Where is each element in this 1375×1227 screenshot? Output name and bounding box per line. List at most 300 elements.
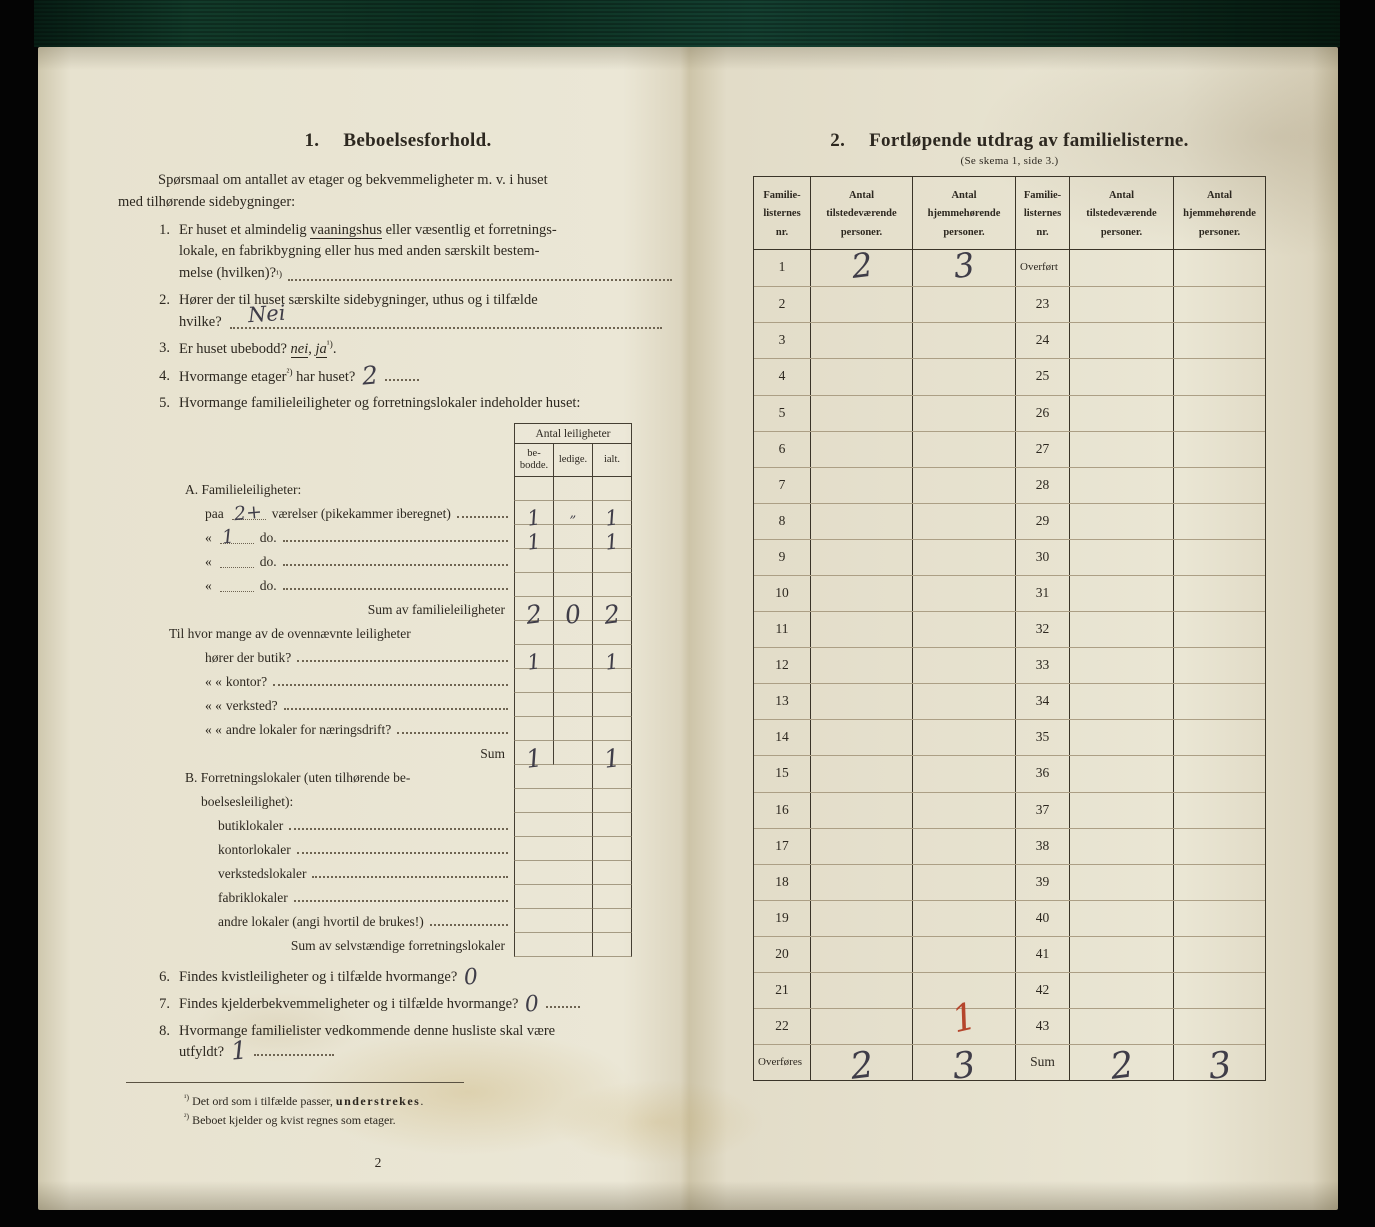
- grid-row: [185, 573, 632, 597]
- grid-cell: [514, 861, 592, 885]
- grid-row: [169, 621, 632, 645]
- label-text: paa: [205, 506, 224, 522]
- grid-cell: [553, 741, 592, 765]
- question-text: Findes kjelderbekvemmeligheter og i tilfælde hvormange?: [179, 995, 519, 1012]
- grid-cell: [592, 597, 632, 631]
- hjemmehoerende-cell: [912, 359, 1015, 394]
- tilstedevaerende-cell: [810, 793, 912, 828]
- family-table-row: [754, 322, 1265, 358]
- tilstedevaerende-cell: [1069, 576, 1173, 611]
- grid-cell: [514, 765, 592, 789]
- hjemmehoerende-cell: [912, 287, 1015, 322]
- row-number-cell: 6: [778, 440, 786, 456]
- table-header-cell: [810, 177, 912, 249]
- question-text: [179, 220, 678, 242]
- family-table-row: [754, 683, 1265, 719]
- section-2-title: Fortløpende utdrag av familielisterne.: [869, 130, 1189, 151]
- hjemmehoerende-cell: [912, 720, 1015, 755]
- answer-blank: [232, 500, 266, 526]
- hjemmehoerende-cell: [1173, 684, 1265, 719]
- label-text: andre lokaler (angi hvortil de brukes!): [218, 914, 424, 930]
- grid-col-label: be-: [527, 448, 541, 460]
- grid-row: [185, 597, 632, 631]
- grid-row-label: [185, 885, 514, 909]
- hjemmehoerende-cell: [912, 1044, 1015, 1088]
- grid-cell: [553, 477, 592, 501]
- header-line: hjemmehørende: [927, 208, 1001, 220]
- grid-rows: [169, 477, 632, 957]
- grid-row: [185, 477, 632, 501]
- footnote-ref: ¹): [326, 340, 333, 351]
- header-line: tilstedeværende: [826, 208, 897, 220]
- handwritten-value: 1: [220, 525, 235, 549]
- grid-row-label: [185, 861, 514, 885]
- row-number-cell: 42: [1015, 973, 1069, 1008]
- grid-cell: [592, 861, 632, 885]
- handwritten-value: „: [569, 506, 577, 522]
- hjemmehoerende-cell: [912, 323, 1015, 358]
- hjemmehoerende-cell: [912, 540, 1015, 575]
- row-number-cell: 36: [1015, 756, 1069, 791]
- tilstedevaerende-cell: [1069, 323, 1173, 358]
- answer-blank: [220, 566, 254, 568]
- hjemmehoerende-cell: [1173, 720, 1265, 755]
- grid-cell: [553, 669, 592, 693]
- handwritten-value: 1: [603, 649, 621, 675]
- intro-paragraph: [118, 170, 678, 214]
- hjemmehoerende-cell: [1173, 540, 1265, 575]
- tilstedevaerende-cell: [1069, 540, 1173, 575]
- question-text: Hvormange familielister vedkommende denne husliste skal være: [179, 1022, 556, 1039]
- hjemmehoerende-cell: [912, 793, 1015, 828]
- family-table-row: [754, 503, 1265, 539]
- grid-col-ledige: ledige.: [553, 444, 592, 476]
- grid-row-cells: [514, 813, 632, 837]
- label-text: andre lokaler for næringsdrift?: [225, 722, 392, 738]
- grid-row: [185, 693, 632, 717]
- tilstedevaerende-cell: [810, 829, 912, 864]
- header-line: Antal: [1206, 190, 1233, 201]
- row-number-cell: 5: [778, 404, 786, 420]
- grid-row: [185, 549, 632, 573]
- dotted-leader: [289, 828, 508, 830]
- dotted-leader: [297, 852, 508, 854]
- row-number-cell: Overføres: [758, 1056, 802, 1069]
- dotted-leader: [430, 924, 508, 926]
- grid-row-cells: [514, 501, 632, 531]
- row-number-cell: 31: [1015, 576, 1069, 611]
- family-table-row: [754, 972, 1265, 1008]
- grid-row-label: [185, 789, 514, 813]
- label-text: do.: [259, 554, 277, 570]
- tilstedevaerende-cell: [810, 540, 912, 575]
- grid-row-cells: [514, 693, 632, 717]
- answer-blank: [220, 590, 254, 592]
- dotted-leader: [546, 1006, 580, 1008]
- row-number-cell: 2: [778, 296, 786, 312]
- grid-cell: [592, 573, 632, 597]
- dotted-leader: [283, 588, 508, 590]
- grid-row-cells: [514, 789, 632, 813]
- question-4: [118, 360, 678, 391]
- grid-row-cells: [514, 573, 632, 597]
- table-header-cell: [912, 177, 1015, 249]
- tilstedevaerende-cell: [1069, 973, 1173, 1008]
- footnote-divider: [126, 1082, 464, 1083]
- question-text: .: [332, 341, 337, 358]
- handwritten-value: 3: [951, 244, 977, 287]
- label-text: « «: [205, 674, 222, 690]
- hjemmehoerende-cell: [1173, 865, 1265, 900]
- hjemmehoerende-cell: [1173, 1044, 1265, 1088]
- tilstedevaerende-cell: [1069, 793, 1173, 828]
- family-table-row: [754, 244, 1265, 287]
- underlined-word: vaaningshus: [310, 221, 382, 238]
- family-table-row: [754, 792, 1265, 828]
- section-2-subtitle: (Se skema 1, side 3.): [960, 155, 1059, 167]
- dotted-leader: [283, 540, 508, 542]
- left-page: [118, 130, 678, 1171]
- handwritten-answer: 1: [229, 1035, 248, 1067]
- footnote-ref: ²): [184, 1112, 190, 1122]
- row-number-cell: 33: [1015, 648, 1069, 683]
- question-number: 4.: [159, 367, 170, 384]
- tilstedevaerende-cell: [810, 576, 912, 611]
- dotted-leader: [284, 708, 508, 710]
- grid-row-label: [185, 693, 514, 717]
- hjemmehoerende-cell: [912, 901, 1015, 936]
- label-text: Sum av selvstændige forretningslokaler: [290, 938, 505, 954]
- tilstedevaerende-cell: [810, 973, 912, 1008]
- family-table-row: [754, 431, 1265, 467]
- header-line: Familie-: [1023, 190, 1062, 201]
- grid-row: [185, 909, 632, 933]
- footnote-text: .: [420, 1094, 424, 1109]
- label-text: hører der butik?: [205, 650, 292, 666]
- family-table-row: [754, 358, 1265, 394]
- row-number-cell: 26: [1015, 396, 1069, 431]
- grid-row: [185, 500, 632, 531]
- grid-cell: [514, 813, 592, 837]
- question-5: [118, 393, 678, 415]
- section-1-number: 1.: [304, 130, 320, 151]
- question-text: [179, 1035, 678, 1067]
- tilstedevaerende-cell: [810, 648, 912, 683]
- label-text: Sum av familieleiligheter: [367, 602, 505, 618]
- tilstedevaerende-cell: [1069, 1009, 1173, 1044]
- grid-col-bebodde: [515, 444, 553, 476]
- header-line: Antal: [951, 190, 977, 201]
- tilstedevaerende-cell: [1069, 684, 1173, 719]
- tilstedevaerende-cell: [1069, 648, 1173, 683]
- grid-cell: [514, 933, 592, 957]
- grid-cell: [514, 885, 592, 909]
- grid-cell: [592, 813, 632, 837]
- grid-row-label: [185, 741, 514, 765]
- question-1: [118, 220, 678, 285]
- header-line: nr.: [1036, 226, 1049, 238]
- tilstedevaerende-cell: [810, 865, 912, 900]
- dotted-leader: [297, 660, 508, 662]
- grid-cell: [592, 693, 632, 717]
- tilstedevaerende-cell: [1069, 756, 1173, 791]
- header-line: Antal: [1108, 190, 1135, 201]
- grid-cell: [514, 909, 592, 933]
- handwritten-value: 2: [1107, 1044, 1136, 1088]
- header-line: nr.: [775, 226, 789, 238]
- tilstedevaerende-cell: [1069, 829, 1173, 864]
- handwritten-value: 1: [603, 529, 621, 555]
- dotted-leader: [288, 279, 672, 281]
- handwritten-answer: Nei: [246, 300, 286, 328]
- grid-col-label: bodde.: [519, 460, 549, 472]
- tilstedevaerende-cell: [1069, 359, 1173, 394]
- row-number-cell: 29: [1015, 504, 1069, 539]
- grid-row-label: [185, 549, 514, 573]
- hjemmehoerende-cell: [1173, 432, 1265, 467]
- tilstedevaerende-cell: [1069, 720, 1173, 755]
- footnote-ref: ¹): [184, 1093, 190, 1103]
- table-header-cell: [1173, 177, 1265, 249]
- section-2-number: 2.: [830, 130, 846, 151]
- tilstedevaerende-cell: [1069, 250, 1173, 286]
- tilstedevaerende-cell: [810, 432, 912, 467]
- handwritten-value: 2: [847, 1044, 876, 1088]
- page-number: 2: [374, 1154, 382, 1170]
- hjemmehoerende-cell: [912, 468, 1015, 503]
- grid-row: [185, 789, 632, 813]
- handwritten-value: 2: [848, 244, 875, 287]
- row-number-cell: 19: [775, 909, 789, 925]
- hjemmehoerende-cell: [1173, 323, 1265, 358]
- tilstedevaerende-cell: [810, 468, 912, 503]
- handwritten-answer: 2: [360, 360, 380, 391]
- question-number: 6.: [159, 969, 170, 986]
- row-number-cell: 43: [1015, 1009, 1069, 1044]
- question-text: Findes kvistleiligheter og i tilfælde hvormange?: [179, 969, 458, 986]
- row-number-cell: Sum: [1015, 1045, 1069, 1080]
- hjemmehoerende-cell: [912, 993, 1015, 1044]
- row-number-cell: 8: [778, 512, 786, 528]
- tilstedevaerende-cell: [810, 359, 912, 394]
- handwritten-value: 2: [524, 599, 544, 631]
- hjemmehoerende-cell: [1173, 1009, 1265, 1044]
- grid-row-cells: [514, 477, 632, 501]
- grid-row-cells: [514, 717, 632, 741]
- question-text: [179, 300, 678, 334]
- book-binding-edge: [34, 0, 1340, 47]
- footnote-text: Beboet kjelder og kvist regnes som etager.: [192, 1113, 396, 1128]
- row-number-cell: 9: [778, 548, 786, 564]
- hjemmehoerende-cell: [912, 829, 1015, 864]
- label-text: verkstedslokaler: [218, 866, 307, 882]
- grid-row-cells: [514, 741, 632, 775]
- grid-cell: [592, 909, 632, 933]
- dwellings-grid: [169, 423, 632, 957]
- label-text: do.: [259, 578, 277, 594]
- grid-cell: [592, 717, 632, 741]
- row-number-cell: Overført: [1015, 250, 1069, 286]
- grid-cell: [553, 573, 592, 597]
- hjemmehoerende-cell: [912, 432, 1015, 467]
- intro-line: med tilhørende sidebygninger:: [118, 193, 296, 210]
- family-list-table: [753, 176, 1266, 1088]
- label-text: «: [205, 578, 212, 594]
- row-number-cell: 34: [1015, 684, 1069, 719]
- hjemmehoerende-cell: [1173, 756, 1265, 791]
- grid-col-ialt: ialt.: [592, 444, 631, 476]
- family-table-row: [754, 467, 1265, 503]
- grid-row: [185, 837, 632, 861]
- label-text: Til hvor mange av de ovennævnte leiligheter: [169, 626, 411, 642]
- tilstedevaerende-cell: [810, 1044, 912, 1088]
- grid-cell: [553, 645, 592, 669]
- dotted-leader: [283, 564, 508, 566]
- handwritten-value: 1: [603, 505, 621, 531]
- row-number-cell: 11: [775, 621, 789, 637]
- grid-row-cells: [514, 645, 632, 675]
- grid-cell: [514, 741, 553, 775]
- grid-cell: [592, 933, 632, 957]
- question-7: [118, 991, 678, 1018]
- grid-cell: [553, 549, 592, 573]
- grid-cell: [592, 885, 632, 909]
- tilstedevaerende-cell: [810, 396, 912, 431]
- question-3: [118, 338, 678, 361]
- grid-cell: [514, 573, 553, 597]
- question-6: [118, 964, 678, 991]
- family-table-header: [754, 177, 1265, 250]
- row-number-cell: 10: [775, 584, 789, 600]
- hjemmehoerende-cell: [912, 396, 1015, 431]
- label-text: butiklokaler: [218, 818, 284, 834]
- grid-header-title: Antal leiligheter: [515, 424, 631, 444]
- option-nei: nei: [290, 341, 309, 358]
- grid-cell: [514, 501, 553, 531]
- row-number-cell: 4: [778, 368, 786, 384]
- tilstedevaerende-cell: [1069, 865, 1173, 900]
- question-text: har huset?: [296, 368, 356, 385]
- hjemmehoerende-cell: [912, 576, 1015, 611]
- family-table-row: [754, 1044, 1265, 1088]
- row-number-cell: 38: [1015, 829, 1069, 864]
- handwritten-value: 1: [602, 743, 622, 775]
- header-line: listernes: [763, 208, 801, 220]
- footnote-text: Det ord som i tilfælde passer,: [192, 1094, 333, 1109]
- grid-cell: [514, 693, 553, 717]
- label-text: kontor?: [225, 674, 268, 690]
- hjemmehoerende-cell: [1173, 287, 1265, 322]
- question-2: [118, 290, 678, 334]
- question-text: Hvormange familieleiligheter og forretningslokaler indeholder huset:: [179, 395, 581, 412]
- row-number-cell: 30: [1015, 540, 1069, 575]
- header-line: personer.: [943, 226, 985, 238]
- dotted-leader: [294, 900, 508, 902]
- row-number-cell: 1: [778, 259, 786, 275]
- tilstedevaerende-cell: [810, 901, 912, 936]
- hjemmehoerende-cell: [1173, 937, 1265, 972]
- grid-header: [514, 423, 632, 477]
- header-line: hjemmehørende: [1183, 208, 1256, 220]
- dotted-leader: [273, 684, 508, 686]
- row-number-cell: 12: [775, 657, 789, 673]
- question-number: 5.: [159, 395, 170, 412]
- section-1-heading: [118, 130, 678, 152]
- question-number: 1.: [159, 221, 170, 238]
- hjemmehoerende-cell: [1173, 504, 1265, 539]
- row-number-cell: 23: [1015, 287, 1069, 322]
- footnote-emphasis: understrekes: [335, 1094, 421, 1109]
- tilstedevaerende-cell: [810, 504, 912, 539]
- row-number-cell: 35: [1015, 720, 1069, 755]
- tilstedevaerende-cell: [810, 684, 912, 719]
- question-text: eller væsentlig et forretnings-: [385, 221, 557, 238]
- grid-cell: [592, 741, 632, 775]
- label-text: «: [205, 554, 212, 570]
- grid-cell: [553, 693, 592, 717]
- grid-row-label: [185, 765, 514, 789]
- answer-line: [230, 300, 662, 329]
- dotted-leader: [397, 732, 508, 734]
- question-text: Hvormange etager: [179, 368, 287, 385]
- label-text: boelsesleilighet):: [201, 794, 294, 810]
- grid-row-label: [185, 717, 514, 741]
- question-8: [118, 1021, 678, 1065]
- question-text: melse (hvilken)?: [179, 265, 277, 281]
- tilstedevaerende-cell: [1069, 1044, 1173, 1088]
- tilstedevaerende-cell: [1069, 432, 1173, 467]
- grid-cell: [514, 837, 592, 861]
- grid-row-label: [185, 813, 514, 837]
- grid-cell: [514, 717, 553, 741]
- label-text: fabriklokaler: [218, 890, 288, 906]
- hjemmehoerende-cell: [912, 612, 1015, 647]
- footnote-2: [184, 1111, 678, 1130]
- option-ja: ja: [315, 341, 327, 358]
- grid-row: [185, 669, 632, 693]
- row-number-cell: 32: [1015, 612, 1069, 647]
- row-number-cell: 40: [1015, 901, 1069, 936]
- header-line: personer.: [840, 226, 883, 238]
- family-table-row: [754, 647, 1265, 683]
- row-number-cell: 21: [775, 982, 789, 997]
- grid-row-label: [185, 837, 514, 861]
- family-table-row: [754, 719, 1265, 755]
- question-text: Hører der til huset særskilte sidebygninger, uthus og i tilfælde: [179, 291, 538, 308]
- handwritten-value: 1: [525, 505, 543, 531]
- tilstedevaerende-cell: [810, 612, 912, 647]
- tilstedevaerende-cell: [810, 1009, 912, 1044]
- header-line: tilstedeværende: [1086, 208, 1157, 220]
- question-number: 7.: [159, 995, 170, 1012]
- family-table-body: [754, 244, 1265, 1088]
- tilstedevaerende-cell: [810, 720, 912, 755]
- label-text: « «: [205, 698, 222, 714]
- row-number-cell: 3: [778, 332, 786, 348]
- grid-cell: [592, 789, 632, 813]
- question-text: Er huset ubebodd?: [179, 341, 287, 358]
- label-text: B. Forretningslokaler (uten tilhørende be-: [185, 770, 411, 786]
- grid-row-cells: [514, 861, 632, 885]
- label-text: A. Familieleiligheter:: [185, 482, 302, 498]
- label-text: « «: [205, 722, 222, 738]
- handwritten-answer: 0: [462, 964, 479, 991]
- header-line: Familie-: [763, 190, 801, 201]
- grid-cell: [514, 789, 592, 813]
- grid-cell: [592, 645, 632, 675]
- row-number-cell: 28: [1015, 468, 1069, 503]
- right-page: [753, 130, 1266, 1088]
